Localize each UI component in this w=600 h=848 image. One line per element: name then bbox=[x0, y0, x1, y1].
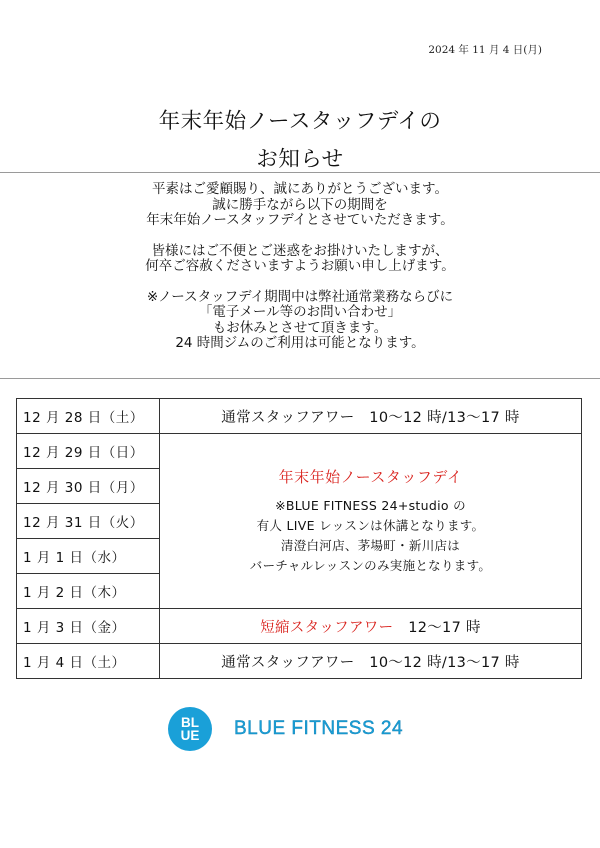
date-cell: 1 月 1 日（水） bbox=[17, 539, 160, 574]
detail-line: 清澄白河店、茅場町・新川店は bbox=[280, 538, 461, 553]
hours-cell: 通常スタッフアワー 10～12 時/13～17 時 bbox=[160, 644, 582, 679]
detail-line: バーチャルレッスンのみ実施となります。 bbox=[249, 558, 492, 573]
logo-wordmark: BLUE FITNESS 24 bbox=[234, 718, 404, 739]
notice-title bbox=[0, 103, 600, 179]
date-cell: 1 月 4 日（土） bbox=[17, 644, 160, 679]
divider-top bbox=[0, 172, 600, 173]
message-line: 年末年始ノースタッフデイとさせていただきます。 bbox=[146, 212, 454, 228]
date-cell: 12 月 30 日（月） bbox=[17, 469, 160, 504]
schedule-table bbox=[16, 398, 582, 679]
message-line: 皆様にはご不便とご迷惑をお掛けいたしますが、 bbox=[151, 242, 449, 259]
detail-line: ※BLUE FITNESS 24+studio の bbox=[275, 498, 466, 513]
detail-line: 有人 LIVE レッスンは休講となります。 bbox=[256, 518, 485, 533]
logo-mark-line: UE bbox=[180, 728, 200, 743]
message-line: 誠に勝手ながら以下の期間を bbox=[212, 196, 388, 213]
no-staff-day-details bbox=[160, 496, 581, 576]
title-line-2: お知らせ bbox=[256, 147, 344, 172]
short-hours-time: 12～17 時 bbox=[393, 619, 481, 636]
hours-cell: 通常スタッフアワー 10～12 時/13～17 時 bbox=[160, 399, 582, 434]
no-staff-day-cell bbox=[160, 434, 582, 609]
logo-mark-icon bbox=[168, 707, 212, 751]
message-line: ※ノースタッフデイ期間中は弊社通常業務ならびに bbox=[146, 288, 454, 305]
notice-date: 2024 年 11 月 4 日(月) bbox=[428, 44, 542, 56]
table-row bbox=[17, 644, 582, 679]
table-row bbox=[17, 434, 582, 469]
date-cell: 1 月 3 日（金） bbox=[17, 609, 160, 644]
message-line: 何卒ご容赦くださいますようお願い申し上げます。 bbox=[145, 258, 455, 274]
divider-bottom bbox=[0, 378, 600, 379]
date-cell: 12 月 29 日（日） bbox=[17, 434, 160, 469]
no-staff-day-heading: 年末年始ノースタッフデイ bbox=[278, 468, 463, 486]
message-line: 「電子メール等のお問い合わせ」 bbox=[198, 304, 402, 320]
table-row bbox=[17, 399, 582, 434]
hours-cell bbox=[160, 609, 582, 644]
message-line: 平素はご愛顧賜り、誠にありがとうございます。 bbox=[152, 181, 448, 197]
date-cell: 1 月 2 日（木） bbox=[17, 574, 160, 609]
brand-logo bbox=[168, 706, 403, 752]
date-cell: 12 月 31 日（火） bbox=[17, 504, 160, 539]
message-line: 24 時間ジムのご利用は可能となります。 bbox=[175, 335, 425, 351]
short-hours-label: 短縮スタッフアワー bbox=[260, 619, 394, 636]
date-cell: 12 月 28 日（土） bbox=[17, 399, 160, 434]
logo-mark-line: BL bbox=[181, 715, 199, 730]
title-line-1: 年末年始ノースタッフデイの bbox=[158, 109, 442, 134]
message-line: もお休みとさせて頂きます。 bbox=[212, 319, 388, 336]
notice-message bbox=[0, 182, 600, 352]
table-row bbox=[17, 609, 582, 644]
